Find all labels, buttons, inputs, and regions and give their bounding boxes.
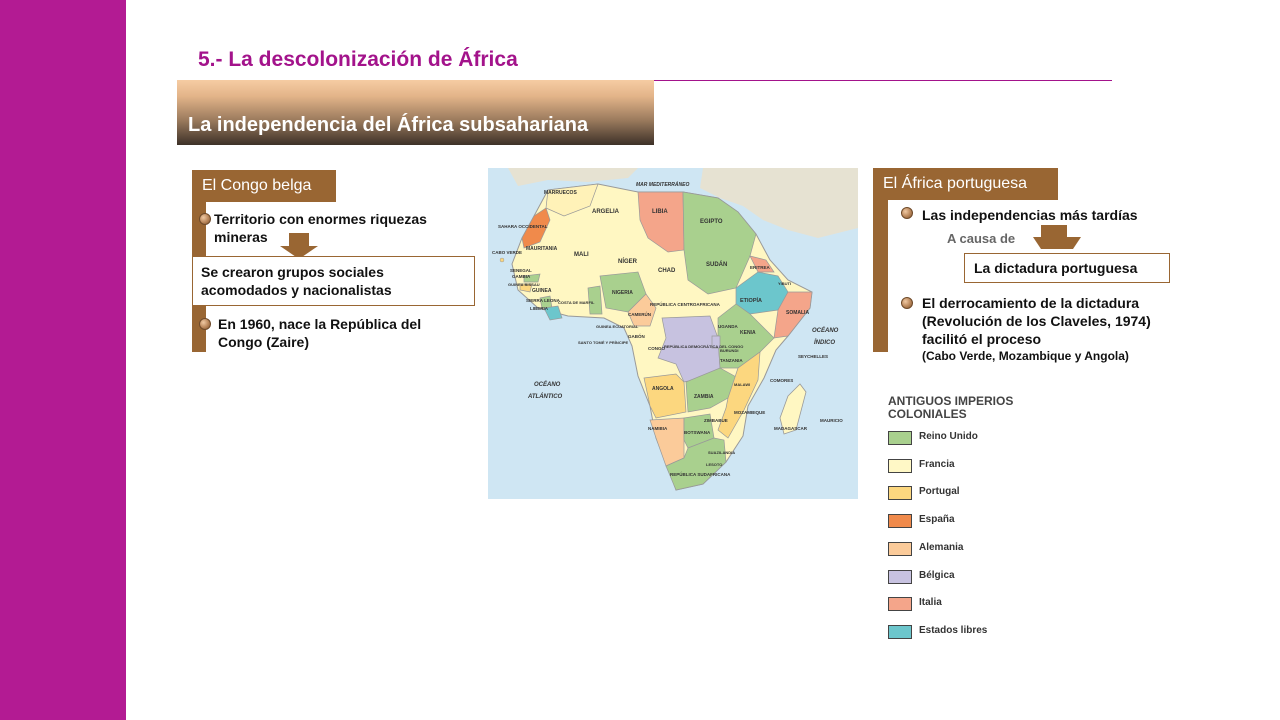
map-label: MOZAMBIQUE bbox=[734, 410, 766, 415]
map-label: REPÚBLICA DEMOCRÁTICA DEL CONGO bbox=[664, 344, 744, 349]
map-label: ETIOPÍA bbox=[740, 298, 763, 304]
sidebar-band bbox=[0, 0, 126, 720]
map-label: EGIPTO bbox=[700, 219, 723, 225]
map-label: REPÚBLICA SUDAFRICANA bbox=[670, 472, 731, 477]
map-label: CAMERÚN bbox=[628, 312, 651, 317]
congo-tab: El Congo belga bbox=[192, 170, 336, 202]
map-label: COMORES bbox=[770, 378, 794, 383]
map-label: UGANDA bbox=[718, 324, 738, 329]
portugal-point-1: Las independencias más tardías bbox=[922, 207, 1138, 223]
page-title: 5.- La descolonización de África bbox=[198, 48, 518, 71]
map-label: CABO VERDE bbox=[492, 250, 523, 255]
legend-label: Portugal bbox=[919, 486, 960, 498]
map-label: NIGERIA bbox=[612, 290, 633, 296]
legend-label: Francia bbox=[919, 458, 955, 470]
map-label: TANZANIA bbox=[720, 358, 743, 363]
map-label: YIBUTI bbox=[778, 281, 792, 286]
map-label: LIBERIA bbox=[530, 306, 548, 311]
map-label: LIBIA bbox=[652, 209, 668, 215]
map-label: OCÉANO bbox=[812, 328, 839, 334]
africa-map bbox=[488, 168, 858, 499]
bullet-icon bbox=[199, 213, 211, 225]
map-label: MAURITANIA bbox=[526, 246, 558, 252]
map-label: OCÉANO bbox=[534, 382, 561, 388]
map-label: LESOTO bbox=[706, 462, 723, 467]
map-label: SUDÁN bbox=[706, 262, 728, 268]
legend-label: Estados libres bbox=[919, 624, 988, 636]
banner-text: La independencia del África subsahariana bbox=[188, 114, 589, 136]
portugal-tab: El África portuguesa bbox=[873, 168, 1058, 200]
congo-point-2: En 1960, nace la República del Congo (Zaire) bbox=[218, 316, 422, 350]
legend-label: Reino Unido bbox=[919, 431, 978, 442]
portugal-point-2 bbox=[922, 294, 1182, 364]
legend-title: ANTIGUOS IMPERIOS COLONIALES bbox=[888, 394, 1014, 421]
map-label: BOTSWANA bbox=[684, 430, 711, 435]
legend-label: España bbox=[919, 514, 955, 526]
portugal-point-2-note: (Cabo Verde, Mozambique y Angola) bbox=[922, 349, 1129, 363]
map-label: SANTO TOMÉ Y PRÍNCIPE bbox=[578, 340, 629, 345]
portugal-bar bbox=[873, 190, 888, 352]
map-label: NÍGER bbox=[618, 259, 638, 265]
map-label: MAURICIO bbox=[820, 418, 843, 423]
map-label: GAMBIA bbox=[512, 274, 531, 279]
map-label: COSTA DE MARFIL bbox=[558, 300, 595, 305]
map-label: ERITREA bbox=[750, 265, 770, 270]
map-label: MARRUECOS bbox=[544, 190, 577, 196]
cause-box: La dictadura portuguesa bbox=[964, 253, 1170, 283]
map-label: SENEGAL bbox=[510, 268, 532, 273]
map-label: ATLÁNTICO bbox=[528, 394, 563, 400]
cause-label: A causa de bbox=[947, 231, 1016, 246]
bullet-icon bbox=[901, 297, 913, 309]
arrow-right-icon bbox=[1033, 225, 1081, 249]
map-label: ZIMBABUE bbox=[704, 418, 728, 423]
map-label: ZAMBIA bbox=[694, 394, 714, 400]
map-label: GUINEA bbox=[532, 288, 552, 294]
map-label: GABÓN bbox=[628, 334, 645, 339]
map-label: CHAD bbox=[658, 268, 676, 274]
legend-label: Alemania bbox=[919, 541, 964, 553]
portugal-point-2-text: El derrocamiento de la dictadura (Revolución de los Claveles, 1974) facilitó el proceso bbox=[922, 295, 1151, 347]
bullet-icon bbox=[199, 318, 211, 330]
map-label: ARGELIA bbox=[592, 209, 619, 215]
map-label: GUINEA BISSAU bbox=[508, 282, 540, 287]
map-label: SEYCHELLES bbox=[798, 354, 829, 359]
legend-swatch bbox=[888, 514, 912, 528]
map-label: MALAWI bbox=[734, 382, 751, 387]
map-label: SUAZILANDIA bbox=[708, 450, 736, 455]
section-banner bbox=[177, 80, 654, 145]
map-label: ANGOLA bbox=[652, 386, 674, 392]
map-label: BURUNDI bbox=[720, 348, 739, 353]
map-label: GUINEA ECUATORIAL bbox=[596, 324, 639, 329]
legend-swatch bbox=[888, 459, 912, 473]
map-label: REPÚBLICA CENTROAFRICANA bbox=[650, 302, 720, 307]
legend-swatch bbox=[888, 625, 912, 639]
legend-label: Bélgica bbox=[919, 569, 955, 581]
map-label: MADAGASCAR bbox=[774, 426, 807, 431]
map-label: MALI bbox=[574, 252, 589, 258]
congo-point-1: Territorio con enormes riquezas mineras bbox=[214, 211, 427, 245]
legend-swatch bbox=[888, 542, 912, 556]
map-label: CONGO bbox=[648, 346, 666, 351]
legend-swatch bbox=[888, 486, 912, 500]
legend-swatch bbox=[888, 431, 912, 445]
map-label: NAMIBIA bbox=[648, 426, 668, 431]
congo-result-box: Se crearon grupos sociales acomodados y nacionalistas bbox=[192, 256, 475, 306]
map-label: SIERRA LEONA bbox=[526, 298, 560, 303]
bullet-icon bbox=[901, 207, 913, 219]
legend-swatch bbox=[888, 597, 912, 611]
map-label: ÍNDICO bbox=[814, 340, 835, 346]
map-label: MAR MEDITERRÁNEO bbox=[636, 182, 690, 188]
map-label: SAHARA OCCIDENTAL bbox=[498, 224, 548, 229]
legend-swatch bbox=[888, 570, 912, 584]
legend-label: Italia bbox=[919, 597, 942, 609]
map-label: KENIA bbox=[740, 330, 756, 336]
map-label: SOMALIA bbox=[786, 310, 810, 316]
africa-map-svg bbox=[488, 168, 858, 499]
